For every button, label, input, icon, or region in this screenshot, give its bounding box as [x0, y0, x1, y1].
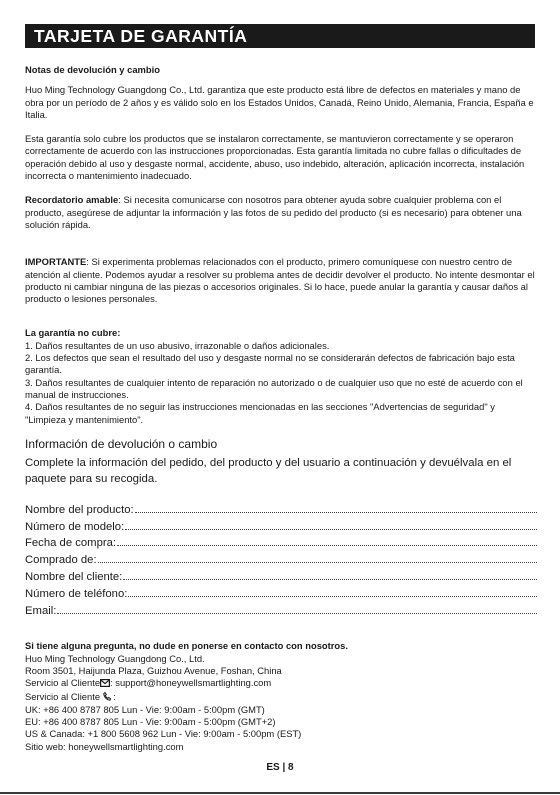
list-item: 1. Daños resultantes de un uso abusivo, irrazonable o daños adicionales.: [25, 339, 330, 351]
form-field-email[interactable]: [25, 602, 537, 619]
not-covered-title: La garantía no cubre:: [25, 327, 121, 339]
returns-paragraph-1: Huo Ming Technology Guangdong Co., Ltd. garantiza que este producto está libre de defectos en materiales y mano de obra por un período de 2 años y es válido solo en los Estados Unidos, Canadá, Reino Unido, Alemania, Francia, España e Italia.: [25, 84, 534, 120]
reminder-paragraph: [25, 194, 537, 231]
fill-line: [125, 518, 537, 530]
list-item: 4. Daños resultantes de no seguir las instrucciones mencionadas en las secciones "Advertencias de seguridad" y "Limpieza y mantenimiento".: [25, 401, 495, 425]
reminder-text: : Si necesita comunicarse con nosotros para obtener ayuda sobre cualquier problema con el producto, asegúrese de adjuntar la información y las fotos de su pedido del producto (si es necesario) para obtener una solución rápida.: [25, 194, 522, 230]
form-field-customer-name[interactable]: [25, 568, 537, 585]
fill-line: [123, 568, 537, 580]
return-info-text: Complete la información del pedido, del producto y del usuario a continuación y devuélvala en el paquete para su recogida.: [25, 456, 512, 485]
form-label: Nombre del cliente:: [25, 571, 123, 584]
returns-title: Notas de devolución y cambio: [25, 64, 160, 75]
form-label: Email:: [25, 604, 57, 617]
important-lead: IMPORTANTE: [25, 256, 87, 268]
service-email-value[interactable]: : support@honeywellsmartlighting.com: [110, 677, 272, 689]
form-label: Nombre del producto:: [25, 503, 134, 516]
page-number: ES | 8: [266, 762, 294, 773]
form-label: Fecha de compra:: [25, 537, 117, 550]
envelope-icon: [100, 678, 110, 690]
fill-line: [135, 501, 537, 513]
important-text: : Si experimenta problemas relacionados con el producto, primero comuníquese con nuestro centro de atención al cliente. Podemos ayudar a resolver su problema antes de decidir devolver el producto. No intente desmontar el producto ni cambiar ninguna de las piezas o accesorios originales. Si lo hace, puede anular la garantía y causar daños al producto o lesiones personales.: [25, 256, 535, 305]
list-item: 2. Los defectos que sean el resultado del uso y desgaste normal no se considerarán defectos de fabricación bajo esta garantía.: [25, 352, 515, 376]
contact-section: [25, 640, 537, 753]
contact-company: Huo Ming Technology Guangdong Co., Ltd.: [25, 652, 205, 664]
important-paragraph: [25, 256, 537, 305]
form-field-purchased-from[interactable]: [25, 551, 537, 568]
not-covered-list: [25, 340, 537, 426]
warranty-content: [25, 64, 537, 753]
fill-line: [57, 602, 537, 614]
return-info-title: Información de devolución o cambio: [25, 436, 218, 451]
contact-title: Si tiene alguna pregunta, no dude en ponerse en contacto con nosotros.: [25, 640, 348, 652]
fill-line: [117, 534, 537, 546]
contact-us: US & Canada: +1 800 5608 962 Lun - Vie: 9:00am - 5:00pm (EST): [25, 728, 302, 740]
service-phone-value: :: [113, 690, 116, 702]
fill-line: [98, 551, 537, 563]
form-label: Número de teléfono:: [25, 587, 128, 600]
list-item: 3. Daños resultantes de cualquier intento de reparación no autorizado o de cualquier uso que no esté de acuerdo con el manual de instrucciones.: [25, 376, 523, 400]
phone-icon: [103, 692, 111, 704]
contact-address: Room 3501, Haijunda Plaza, Guizhou Avenue, Foshan, China: [25, 665, 282, 676]
contact-website[interactable]: Sitio web: honeywellsmartlighting.com: [25, 740, 184, 752]
contact-service-email: [25, 677, 537, 690]
contact-service-phone: [25, 691, 537, 704]
reminder-lead: Recordatorio amable: [25, 194, 119, 206]
form-label: Número de modelo:: [25, 520, 125, 533]
return-form: [25, 501, 537, 619]
form-field-purchase-date[interactable]: [25, 534, 537, 551]
page-title-banner: [25, 24, 535, 48]
bottom-divider: [0, 792, 560, 794]
page-title: TARJETA DE GARANTÍA: [34, 26, 248, 46]
service-phone-label: Servicio al Cliente: [25, 690, 101, 702]
service-email-label: Servicio al Cliente: [25, 677, 101, 689]
form-field-model-number[interactable]: [25, 518, 537, 535]
form-field-phone-number[interactable]: [25, 585, 537, 602]
returns-paragraph-2: Esta garantía solo cubre los productos que se instalaron correctamente, se mantuvieron correctamente y se operaron correctamente de acuerdo con las instrucciones proporcionadas. Esta garantía limitada no cubre fallas o dificultades de operación debido al uso y desgaste normal, accidente, abuso, uso indebido, alteración, aplicación incorrecta, instalación incorrecta o mantenimiento inadecuado.: [25, 133, 525, 182]
contact-uk: UK: +86 400 8787 805 Lun - Vie: 9:00am - 5:00pm (GMT): [25, 703, 265, 715]
fill-line: [128, 585, 537, 597]
form-field-product-name[interactable]: [25, 501, 537, 518]
form-label: Comprado de:: [25, 554, 97, 567]
contact-eu: EU: +86 400 8787 805 Lun - Vie: 9:00am - 5:00pm (GMT+2): [25, 716, 276, 728]
